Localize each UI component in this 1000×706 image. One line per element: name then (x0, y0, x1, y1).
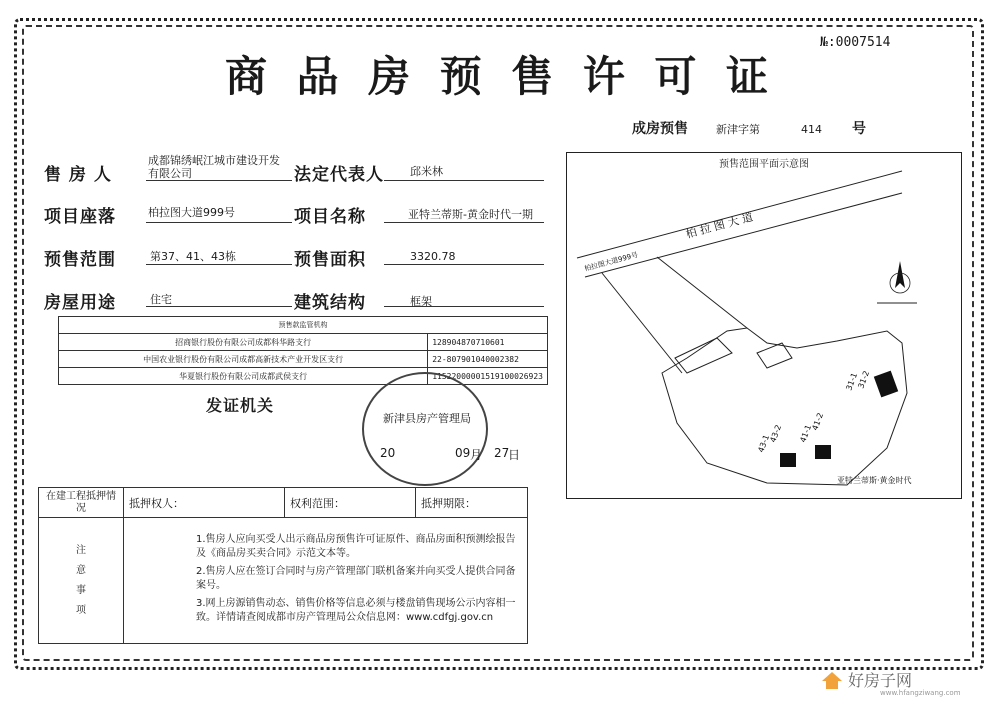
structure-underline (384, 306, 544, 307)
scope-underline (146, 264, 292, 265)
bank-name: 华夏银行股份有限公司成都武侯支行 (59, 368, 428, 385)
mortgage-notes-table (38, 487, 528, 644)
building-label: 43-2 (768, 423, 784, 444)
certificate-title (225, 44, 770, 104)
bank-account: 22-807901040002382 (428, 351, 548, 368)
road-line (657, 257, 747, 328)
title-char: 房 (368, 52, 413, 101)
building-label: 31-1 (844, 371, 860, 392)
area-value: 3320.78 (410, 250, 456, 263)
table-row (59, 317, 548, 334)
legal-rep-underline (384, 180, 544, 181)
watermark-text: 好房子网 (848, 671, 913, 690)
building-label: 41-2 (810, 411, 826, 432)
note-item: 1.售房人应向买受人出示商品房预售许可证原件、商品房面积预测绘报告及《商品房买卖合同》示范文本等。 (196, 533, 516, 559)
scope-value: 第37、41、43栋 (150, 250, 236, 263)
road-name: 柏 拉 图 大 道 (684, 210, 755, 241)
seller-value: 成都锦绣岷江城市建设开发有限公司 (148, 154, 280, 180)
building-outline (675, 338, 732, 373)
table-row (59, 351, 548, 368)
permit-mid: 新津字第 (716, 123, 760, 136)
scope-label: 预售范围 (44, 250, 116, 270)
title-char: 证 (725, 52, 770, 101)
title-char: 预 (439, 52, 484, 101)
date-month-suffix: 月 (470, 448, 483, 462)
notes-content (124, 518, 528, 644)
bank-account: 11522000001519100026923 (428, 368, 548, 385)
watermark-url: www.hfangziwang.com (880, 689, 961, 697)
road-line (585, 193, 902, 277)
site-watermark (820, 668, 912, 691)
location-underline (146, 222, 292, 223)
bank-account: 128904870710601 (428, 334, 548, 351)
site-plan-map (566, 152, 962, 499)
date-month: 09 (455, 446, 471, 460)
notes-label: 注意事项 (39, 518, 124, 644)
table-row (59, 368, 548, 385)
area-label: 预售面积 (294, 250, 366, 270)
area-underline (384, 264, 544, 265)
bank-table-header: 预售款监管机构 (59, 317, 548, 334)
table-row (59, 334, 548, 351)
map-footer-label: 亚特兰蒂斯·黄金时代 (837, 476, 912, 485)
house-logo-icon (820, 670, 844, 690)
date-year: 20 (380, 446, 396, 460)
location-value: 柏拉图大道999号 (148, 206, 235, 219)
bank-name: 中国农业银行股份有限公司成都高新技术产业开发区支行 (59, 351, 428, 368)
bank-name: 招商银行股份有限公司成都科华路支行 (59, 334, 428, 351)
construction-label: 在建工程抵押情况 (39, 488, 124, 518)
building-label: 31-2 (856, 369, 872, 390)
mortgagee-label: 抵押权人： (124, 488, 285, 518)
project-value: 亚特兰蒂斯-黄金时代一期 (408, 208, 533, 221)
map-title: 预售范围平面示意图 (719, 159, 809, 170)
official-seal (362, 372, 488, 486)
structure-label: 建筑结构 (294, 293, 366, 313)
usage-label: 房屋用途 (44, 293, 116, 313)
site-plan-drawing (567, 153, 961, 498)
title-char: 品 (296, 52, 341, 101)
bank-supervision-table (58, 316, 548, 385)
table-row (39, 518, 528, 644)
buildings (780, 371, 898, 467)
legal-rep-value: 邱米林 (410, 165, 443, 178)
building-43 (780, 453, 796, 467)
table-row (39, 488, 528, 518)
permit-num: 414 (801, 123, 822, 136)
permit-prefix: 成房预售 (632, 121, 688, 137)
permit-number (632, 118, 866, 138)
title-char: 售 (511, 52, 556, 101)
building-41 (815, 445, 831, 459)
note-item: 2.售房人应在签订合同时与房产管理部门联机备案并向买受人提供合同备案号。 (196, 565, 516, 591)
title-char: 可 (654, 52, 699, 101)
date-day: 27 (494, 446, 510, 460)
legal-rep-label: 法定代表人 (294, 165, 384, 185)
usage-value: 住宅 (150, 293, 172, 306)
road-address-label: 柏拉图大道999号 (583, 250, 640, 273)
serial-number: №:0007514 (820, 35, 891, 50)
project-label: 项目名称 (294, 207, 366, 227)
road-line (602, 273, 682, 373)
permit-suffix: 号 (852, 121, 866, 137)
term-label: 抵押期限： (416, 488, 528, 518)
rights-label: 权利范围： (285, 488, 416, 518)
seal-text: 新津县房产管理局 (383, 412, 471, 425)
location-label: 项目座落 (44, 207, 116, 227)
building-label: 41-1 (798, 423, 814, 444)
seller-underline (146, 180, 292, 181)
title-char: 商 (225, 52, 270, 101)
north-arrow-icon (877, 261, 917, 303)
date-day-suffix: 日 (508, 448, 521, 462)
structure-value: 框架 (410, 295, 432, 308)
seller-label: 售 房 人 (44, 165, 112, 185)
title-char: 许 (582, 52, 627, 101)
usage-underline (146, 306, 292, 307)
building-31 (874, 371, 898, 398)
note-item: 3.网上房源销售动态、销售价格等信息必须与楼盘销售现场公示内容相一致。详情请查阅成都市房产管理局公众信息网：www.cdfgj.gov.cn (196, 597, 516, 623)
issuer-label: 发证机关 (206, 396, 275, 415)
building-label: 43-1 (756, 433, 772, 454)
project-underline (384, 222, 544, 223)
